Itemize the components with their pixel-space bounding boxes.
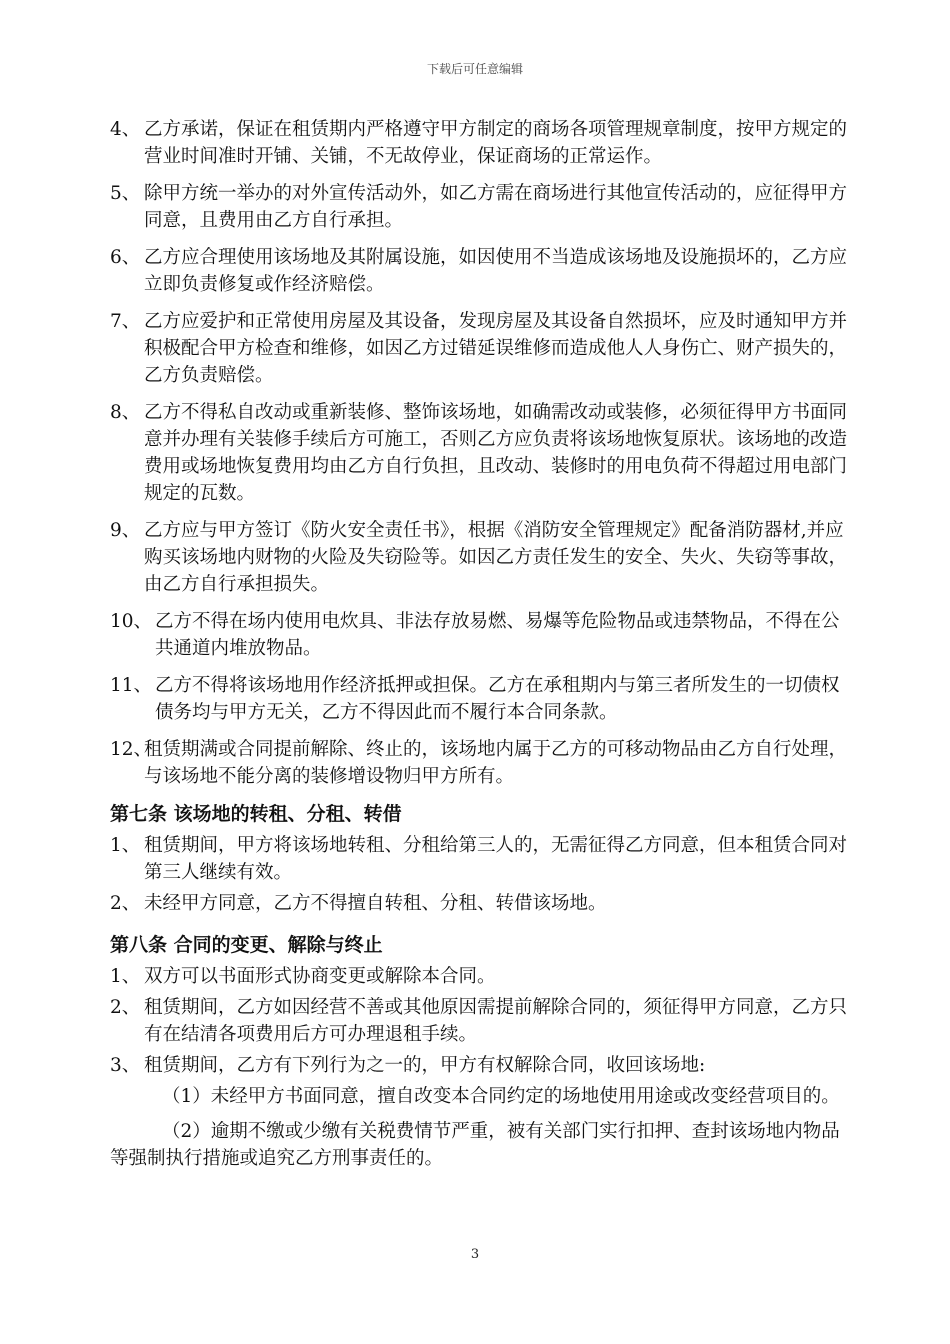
document-body bbox=[110, 116, 850, 1180]
clause-item bbox=[110, 308, 850, 389]
clause-text: 租赁期间，乙方有下列行为之一的，甲方有权解除合同，收回该场地: bbox=[144, 1055, 706, 1076]
clause-item bbox=[110, 736, 850, 790]
clause-item bbox=[110, 1052, 850, 1079]
clause-text: 双方可以书面形式协商变更或解除本合同。 bbox=[144, 966, 496, 987]
clause-number: 2、 bbox=[110, 997, 141, 1018]
clause-number: 9、 bbox=[110, 520, 141, 541]
sub-clause: （1）未经甲方书面同意，擅自改变本合同约定的场地使用用途或改变经营项目的。 bbox=[162, 1086, 840, 1107]
clause-item bbox=[110, 994, 850, 1048]
clause-text: 乙方不得将该场地用作经济抵押或担保。乙方在承租期内与第三者所发生的一切债权债务均与甲方无关，乙方不得因此而不履行本合同条款。 bbox=[155, 675, 840, 723]
clause-item bbox=[110, 116, 850, 170]
clause-text: 除甲方统一举办的对外宣传活动外，如乙方需在商场进行其他宣传活动的，应征得甲方同意，且费用由乙方自行承担。 bbox=[144, 183, 848, 231]
clause-item bbox=[110, 890, 850, 917]
clause-item bbox=[110, 517, 850, 598]
clause-number: 5、 bbox=[110, 183, 141, 204]
clause-item bbox=[110, 963, 850, 990]
page-header: 下载后可任意编辑 bbox=[426, 62, 523, 76]
clause-number: 8、 bbox=[110, 402, 141, 423]
section-heading-8: 第八条 合同的变更、解除与终止 bbox=[110, 934, 383, 956]
clause-text: 乙方不得私自改动或重新装修、整饰该场地，如确需改动或装修，必须征得甲方书面同意并办理有关装修手续后方可施工，否则乙方应负责将该场地恢复原状。该场地的改造费用或场地恢复费用均由乙方自行负担，且改动、装修时的用电负荷不得超过用电部门规定的瓦数。 bbox=[144, 402, 848, 504]
clause-number: 11、 bbox=[110, 675, 153, 696]
section-heading-7: 第七条 该场地的转租、分租、转借 bbox=[110, 803, 402, 825]
clause-item bbox=[110, 672, 850, 726]
clause-item bbox=[110, 399, 850, 507]
clause-number: 7、 bbox=[110, 311, 141, 332]
clause-text: 乙方承诺，保证在租赁期内严格遵守甲方制定的商场各项管理规章制度，按甲方规定的营业时间准时开铺、关铺，不无故停业，保证商场的正常运作。 bbox=[144, 119, 848, 167]
clause-text: 租赁期满或合同提前解除、终止的，该场地内属于乙方的可移动物品由乙方自行处理，与该场地不能分离的装修增设物归甲方所有。 bbox=[144, 739, 848, 787]
clause-item bbox=[110, 244, 850, 298]
clause-number: 3、 bbox=[110, 1055, 141, 1076]
clause-number: 12、 bbox=[110, 739, 153, 760]
clause-number: 6、 bbox=[110, 247, 141, 268]
clause-text: 乙方不得在场内使用电炊具、非法存放易燃、易爆等危险物品或违禁物品，不得在公共通道内堆放物品。 bbox=[155, 611, 840, 659]
clause-number: 10、 bbox=[110, 611, 153, 632]
clause-item bbox=[110, 180, 850, 234]
clause-number: 1、 bbox=[110, 966, 141, 987]
clause-item bbox=[110, 832, 850, 886]
clause-number: 2、 bbox=[110, 893, 141, 914]
clause-text: 未经甲方同意，乙方不得擅自转租、分租、转借该场地。 bbox=[144, 893, 607, 914]
clause-text: 租赁期间，乙方如因经营不善或其他原因需提前解除合同的，须征得甲方同意，乙方只有在结清各项费用后方可办理退租手续。 bbox=[144, 997, 848, 1045]
page-number: 3 bbox=[470, 1247, 480, 1262]
clause-number: 4、 bbox=[110, 119, 141, 140]
sub-clause: （2）逾期不缴或少缴有关税费情节严重，被有关部门实行扣押、查封该场地内物品等强制执行措施或追究乙方刑事责任的。 bbox=[110, 1121, 840, 1169]
clause-number: 1、 bbox=[110, 835, 141, 856]
clause-text: 租赁期间，甲方将该场地转租、分租给第三人的，无需征得乙方同意，但本租赁合同对第三人继续有效。 bbox=[144, 835, 848, 883]
clause-item bbox=[110, 608, 850, 662]
clause-text: 乙方应与甲方签订《防火安全责任书》，根据《消防安全管理规定》配备消防器材,并应购买该场地内财物的火险及失窃险等。如因乙方责任发生的安全、失火、失窃等事故，由乙方自行承担损失。 bbox=[144, 520, 848, 595]
clause-text: 乙方应爱护和正常使用房屋及其设备，发现房屋及其设备自然损坏，应及时通知甲方并积极配合甲方检查和维修，如因乙方过错延误维修而造成他人人身伤亡、财产损失的，乙方负责赔偿。 bbox=[144, 311, 848, 386]
clause-text: 乙方应合理使用该场地及其附属设施，如因使用不当造成该场地及设施损坏的，乙方应立即负责修复或作经济赔偿。 bbox=[144, 247, 848, 295]
